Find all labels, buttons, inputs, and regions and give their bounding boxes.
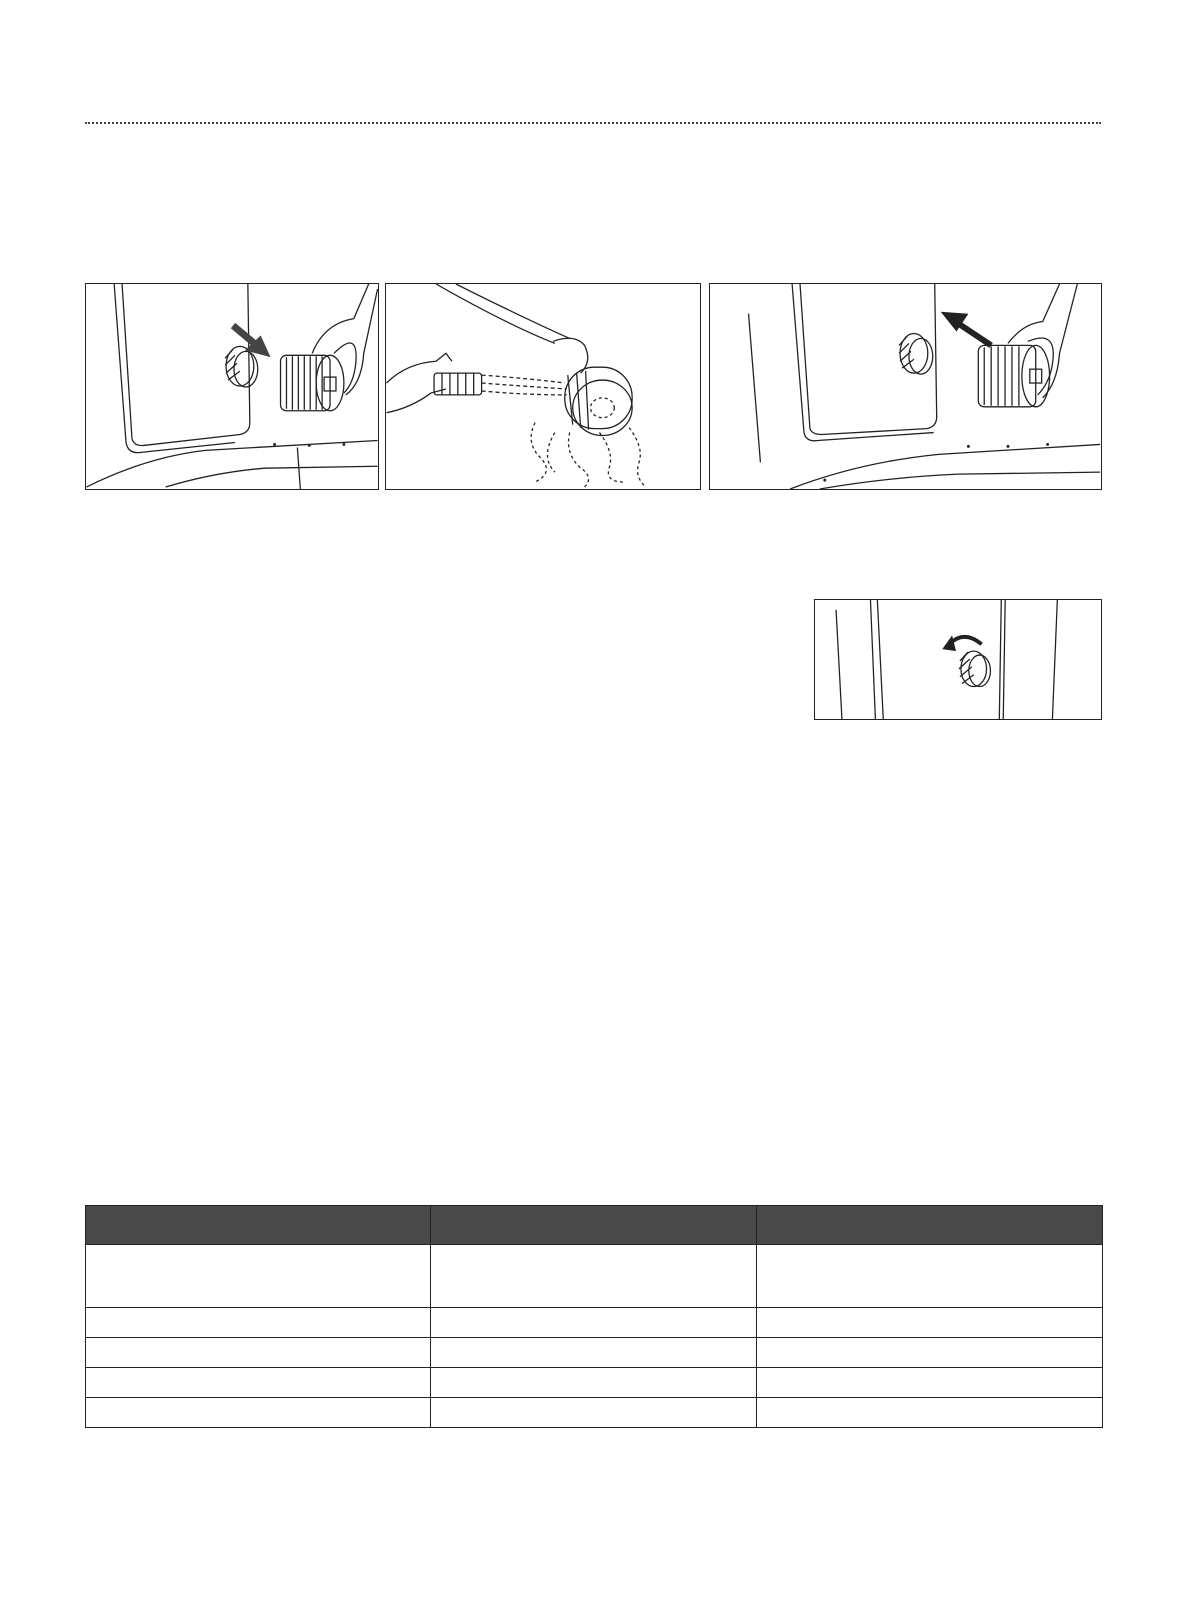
table-header-cell	[431, 1206, 757, 1245]
table-row	[86, 1308, 1103, 1338]
table-cell	[86, 1308, 431, 1338]
illustration-tighten-housing	[814, 599, 1102, 720]
table-cell	[431, 1338, 757, 1368]
tighten-housing-drawing	[815, 600, 1101, 719]
table-cell	[757, 1368, 1103, 1398]
table-row	[86, 1245, 1103, 1308]
table-cell	[757, 1245, 1103, 1308]
table-cell	[431, 1245, 757, 1308]
table-header-cell	[757, 1206, 1103, 1245]
table-cell	[431, 1398, 757, 1428]
reinstall-cartridge-drawing	[710, 284, 1101, 489]
table-cell	[86, 1368, 431, 1398]
table-row	[86, 1398, 1103, 1428]
table-cell	[86, 1338, 431, 1368]
illustration-reinstall-cartridge	[709, 283, 1102, 490]
table-header-row	[86, 1206, 1103, 1245]
spec-table	[85, 1205, 1103, 1428]
table-cell	[431, 1308, 757, 1338]
table-row	[86, 1368, 1103, 1398]
table-cell	[431, 1368, 757, 1398]
section-divider	[85, 122, 1101, 124]
illustration-remove-cartridge	[85, 283, 379, 490]
table-row	[86, 1338, 1103, 1368]
illustration-rinse-cartridge	[385, 283, 701, 490]
remove-cartridge-drawing	[86, 284, 378, 489]
table-cell	[757, 1338, 1103, 1368]
table-cell	[757, 1308, 1103, 1338]
table-cell	[86, 1245, 431, 1308]
table-cell	[757, 1398, 1103, 1428]
table-header-cell	[86, 1206, 431, 1245]
rinse-cartridge-drawing	[386, 284, 700, 489]
table-cell	[86, 1398, 431, 1428]
